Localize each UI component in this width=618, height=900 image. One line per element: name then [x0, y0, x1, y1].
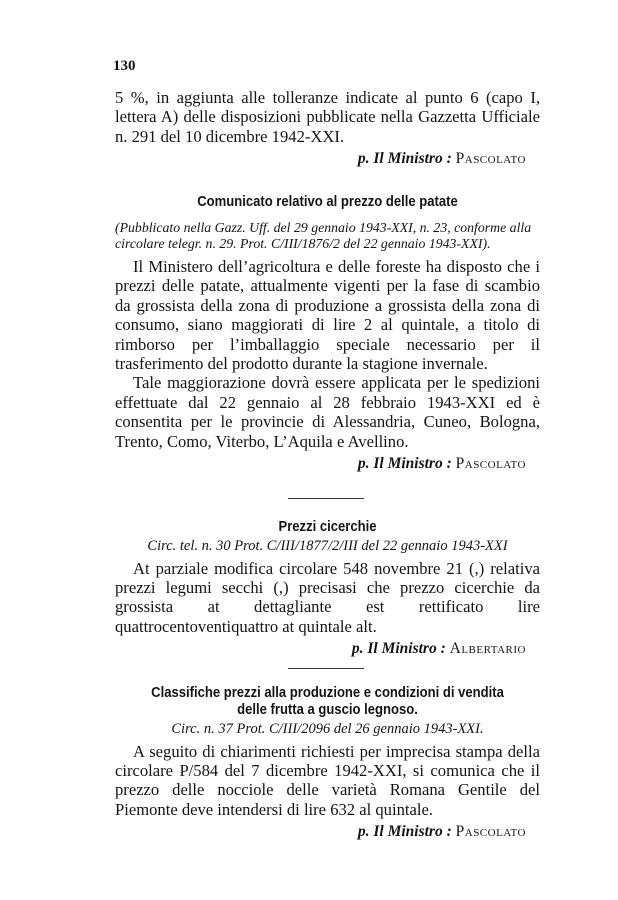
signature-name: Pascolato	[455, 455, 526, 473]
section-paragraph: At parziale modifica circolare 548 novembre 21 (,) relativa prezzi legumi secchi (,) precisasi che prezzo cicerchie da grossista at dettagliante est rettificato lire quattrocentoventiquattro at quintale alt.	[115, 558, 540, 636]
signature-prefix: p. Il Ministro :	[357, 455, 452, 473]
section-title-line2: delle frutta a guscio legnoso.	[237, 701, 418, 718]
signature-prefix: p. Il Ministro :	[357, 823, 452, 841]
section-cicerchie	[115, 518, 540, 658]
signature-name: Pascolato	[455, 150, 526, 168]
section-title-line1: Classifiche prezzi alla produzione e condizioni di vendita	[151, 684, 504, 701]
section-paragraph: Tale maggiorazione dovrà essere applicata per le spedizioni effettuate dal 22 gennaio al 28 febbraio 1943-XXI ed è consentita per le provincie di Alessandria, Cuneo, Bologna, Trento, Como, Viterbo, L’Aquila e Avellino.	[115, 373, 540, 451]
continuation-paragraph: 5 %, in aggiunta alle tolleranze indicate al punto 6 (capo I, lettera A) delle disposizioni pubblicate nella Gazzetta Ufficiale n. 291 del 10 dicembre 1942-XXI.	[115, 88, 540, 146]
signature-name: Albertario	[449, 640, 526, 658]
section-paragraph: Il Ministero dell’agricoltura e delle foreste ha disposto che i prezzi delle patate, attualmente vigenti per la fase di scambio da grossista della zona di produzione a grossista della zona di consumo, siano maggiorati di lire 2 al quintale, a titolo di rimborso per l’imballaggio speciale necessario per il trasferimento del prodotto durante la stagione invernale.	[115, 257, 540, 374]
section-divider	[288, 498, 364, 499]
section-patate	[115, 193, 540, 473]
section-reference: (Pubblicato nella Gazz. Uff. del 29 gennaio 1943-XXI, n. 23, conforme alla circolare telegr. n. 29. Prot. C/III/1876/2 del 22 gennaio 1943-XXI).	[115, 220, 532, 251]
signature	[115, 640, 540, 658]
section-continuation	[115, 88, 540, 168]
signature-prefix: p. Il Ministro :	[357, 150, 452, 168]
section-reference: Circ. n. 37 Prot. C/III/2096 del 26 gennaio 1943-XXI.	[171, 721, 484, 737]
signature	[115, 823, 540, 841]
signature	[115, 455, 540, 473]
section-title: Comunicato relativo al prezzo delle patate	[197, 193, 458, 210]
signature	[115, 150, 540, 168]
section-frutta-guscio	[115, 684, 540, 841]
signature-prefix: p. Il Ministro :	[351, 640, 446, 658]
signature-name: Pascolato	[455, 823, 526, 841]
section-paragraph: A seguito di chiarimenti richiesti per imprecisa stampa della circolare P/584 del 7 dicembre 1942-XXI, si comunica che il prezzo delle nocciole delle varietà Romana Gentile del Piemonte deve intendersi di lire 632 al quintale.	[115, 741, 540, 819]
section-title: Prezzi cicerchie	[278, 518, 377, 535]
section-divider	[288, 668, 364, 669]
page-number: 130	[113, 58, 136, 74]
section-reference: Circ. tel. n. 30 Prot. C/III/1877/2/III del 22 gennaio 1943-XXI	[147, 538, 508, 554]
